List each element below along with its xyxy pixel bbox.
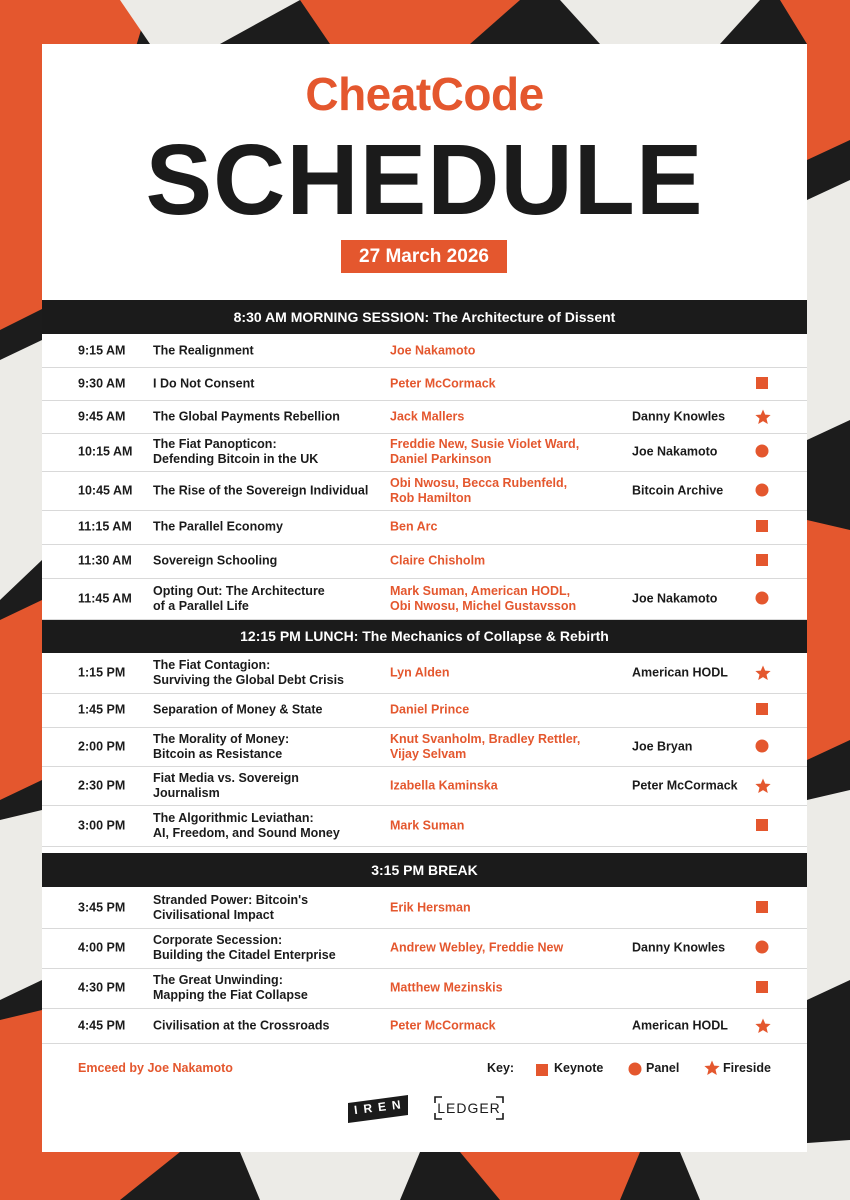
keynote-square-icon [755,980,771,996]
page-title: SCHEDULE [145,124,704,236]
iren-logo-text: IREN [353,1096,408,1118]
keynote-square-icon [755,818,771,834]
session-time: 3:45 PM [78,900,126,914]
keynote-square-icon [755,702,771,718]
session-time: 10:15 AM [78,444,133,459]
brand-title: CheatCode [305,68,544,120]
session-title: Fiat Media vs. Sovereign Journalism [153,770,299,800]
session-time: 9:45 AM [78,409,126,423]
schedule-row [42,805,807,847]
emcee-credit: Emceed by Joe Nakamoto [78,1061,233,1075]
date-badge: 27 March 2026 [341,240,507,273]
panel-circle-icon [755,444,771,460]
keynote-square-icon [755,900,771,916]
session-time: 2:30 PM [78,778,126,792]
session-time: 10:45 AM [78,483,133,497]
ledger-logo-text: LEDGER [437,1100,501,1116]
legend-label: Key: [487,1061,515,1075]
section-header: 12:15 PM LUNCH: The Mechanics of Collapse & Rebirth [42,619,807,653]
session-title: The Global Payments Rebellion [153,409,340,423]
session-time: 4:00 PM [78,940,126,955]
session-speakers: Ben Arc [390,519,438,534]
fireside-star-icon [755,665,771,681]
session-title: The Great Unwinding: Mapping the Fiat Collapse [153,973,308,1002]
panel-circle-icon [755,940,771,956]
session-time: 4:30 PM [78,980,126,995]
schedule-row [42,367,807,401]
session-title: Corporate Secession: Building the Citadel Enterprise [153,933,336,962]
session-speakers: Mark Suman [390,818,465,832]
session-speakers: Joe Nakamoto [390,343,476,357]
panel-circle-icon [755,483,771,499]
session-speakers: Erik Hersman [390,900,471,914]
schedule-row [42,928,807,969]
session-speakers: Matthew Mezinskis [390,980,503,995]
schedule-row [42,766,807,806]
schedule-row [42,727,807,767]
session-moderator: Danny Knowles [632,409,726,423]
keynote-square-icon [755,376,771,392]
session-time: 2:00 PM [78,739,126,753]
session-time: 3:00 PM [78,818,126,832]
session-title: Civilisation at the Crossroads [153,1018,330,1032]
session-time: 9:15 AM [78,343,126,357]
panel-circle-icon [755,739,771,755]
keynote-square-icon [536,1063,548,1081]
schedule-row [42,653,807,694]
session-speakers: Freddie New, Susie Violet Ward, Daniel Parkinson [390,437,580,466]
session-time: 11:30 AM [78,553,132,568]
session-moderator: American HODL [632,1018,728,1032]
session-title: The Morality of Money: Bitcoin as Resistance [153,731,290,761]
schedule-row [42,968,807,1009]
session-title: I Do Not Consent [153,376,255,390]
session-time: 1:45 PM [78,702,126,717]
session-speakers: Mark Suman, American HODL, Obi Nwosu, Michel Gustavsson [390,583,577,613]
session-moderator: Joe Bryan [632,739,693,753]
schedule-row [42,400,807,434]
session-speakers: Jack Mallers [390,409,465,423]
keynote-square-icon [755,553,771,569]
schedule-row [42,510,807,545]
schedule-row [42,334,807,368]
session-moderator: Joe Nakamoto [632,444,718,459]
legend-panel: Panel [646,1061,680,1075]
fireside-star-icon [755,409,771,425]
session-title: The Realignment [153,343,254,357]
legend-fireside: Fireside [723,1061,771,1075]
session-time: 11:15 AM [78,519,132,534]
fireside-star-icon [755,1018,771,1034]
session-speakers: Daniel Prince [390,702,470,717]
schedule-card [42,44,807,1152]
schedule-row [42,471,807,511]
session-speakers: Lyn Alden [390,665,450,680]
schedule-row [42,544,807,579]
session-title: Sovereign Schooling [153,553,278,568]
schedule-row [42,1008,807,1044]
session-moderator: American HODL [632,665,728,680]
session-speakers: Peter McCormack [390,376,496,390]
session-speakers: Claire Chisholm [390,553,486,568]
schedule-row [42,887,807,929]
session-moderator: Joe Nakamoto [632,591,718,605]
session-title: The Rise of the Sovereign Individual [153,483,369,497]
schedule-row [42,578,807,620]
session-speakers: Peter McCormack [390,1018,496,1032]
session-title: The Fiat Panopticon: Defending Bitcoin in the UK [153,437,319,466]
session-speakers: Knut Svanholm, Bradley Rettler, Vijay Selvam [390,731,581,761]
fireside-star-icon [704,1060,720,1081]
fireside-star-icon [755,778,771,794]
legend-keynote: Keynote [554,1061,604,1075]
panel-circle-icon [755,591,771,607]
schedule-row [42,433,807,472]
session-time: 4:45 PM [78,1018,126,1032]
iren-logo [346,1093,410,1130]
session-title: The Algorithmic Leviathan: AI, Freedom, and Sound Money [153,810,340,840]
section-header: 3:15 PM BREAK [42,853,807,887]
session-time: 9:30 AM [78,376,126,390]
session-time: 11:45 AM [78,591,132,605]
session-title: The Fiat Contagion: Surviving the Global Debt Crisis [153,658,345,687]
session-title: The Parallel Economy [153,519,283,534]
section-header: 8:30 AM MORNING SESSION: The Architecture of Dissent [42,300,807,334]
session-title: Separation of Money & State [153,702,323,717]
session-time: 1:15 PM [78,665,126,680]
session-moderator: Peter McCormack [632,778,738,792]
session-title: Opting Out: The Architecture of a Parallel Life [153,583,325,613]
schedule-row [42,693,807,728]
session-speakers: Izabella Kaminska [390,778,498,792]
session-speakers: Andrew Webley, Freddie New [390,940,564,955]
session-moderator: Danny Knowles [632,940,726,955]
session-speakers: Obi Nwosu, Becca Rubenfeld, Rob Hamilton [390,475,568,505]
keynote-square-icon [755,519,771,535]
session-title: Stranded Power: Bitcoin's Civilisational Impact [153,892,309,922]
panel-circle-icon [628,1062,642,1081]
ledger-logo [434,1096,504,1120]
session-moderator: Bitcoin Archive [632,483,724,497]
